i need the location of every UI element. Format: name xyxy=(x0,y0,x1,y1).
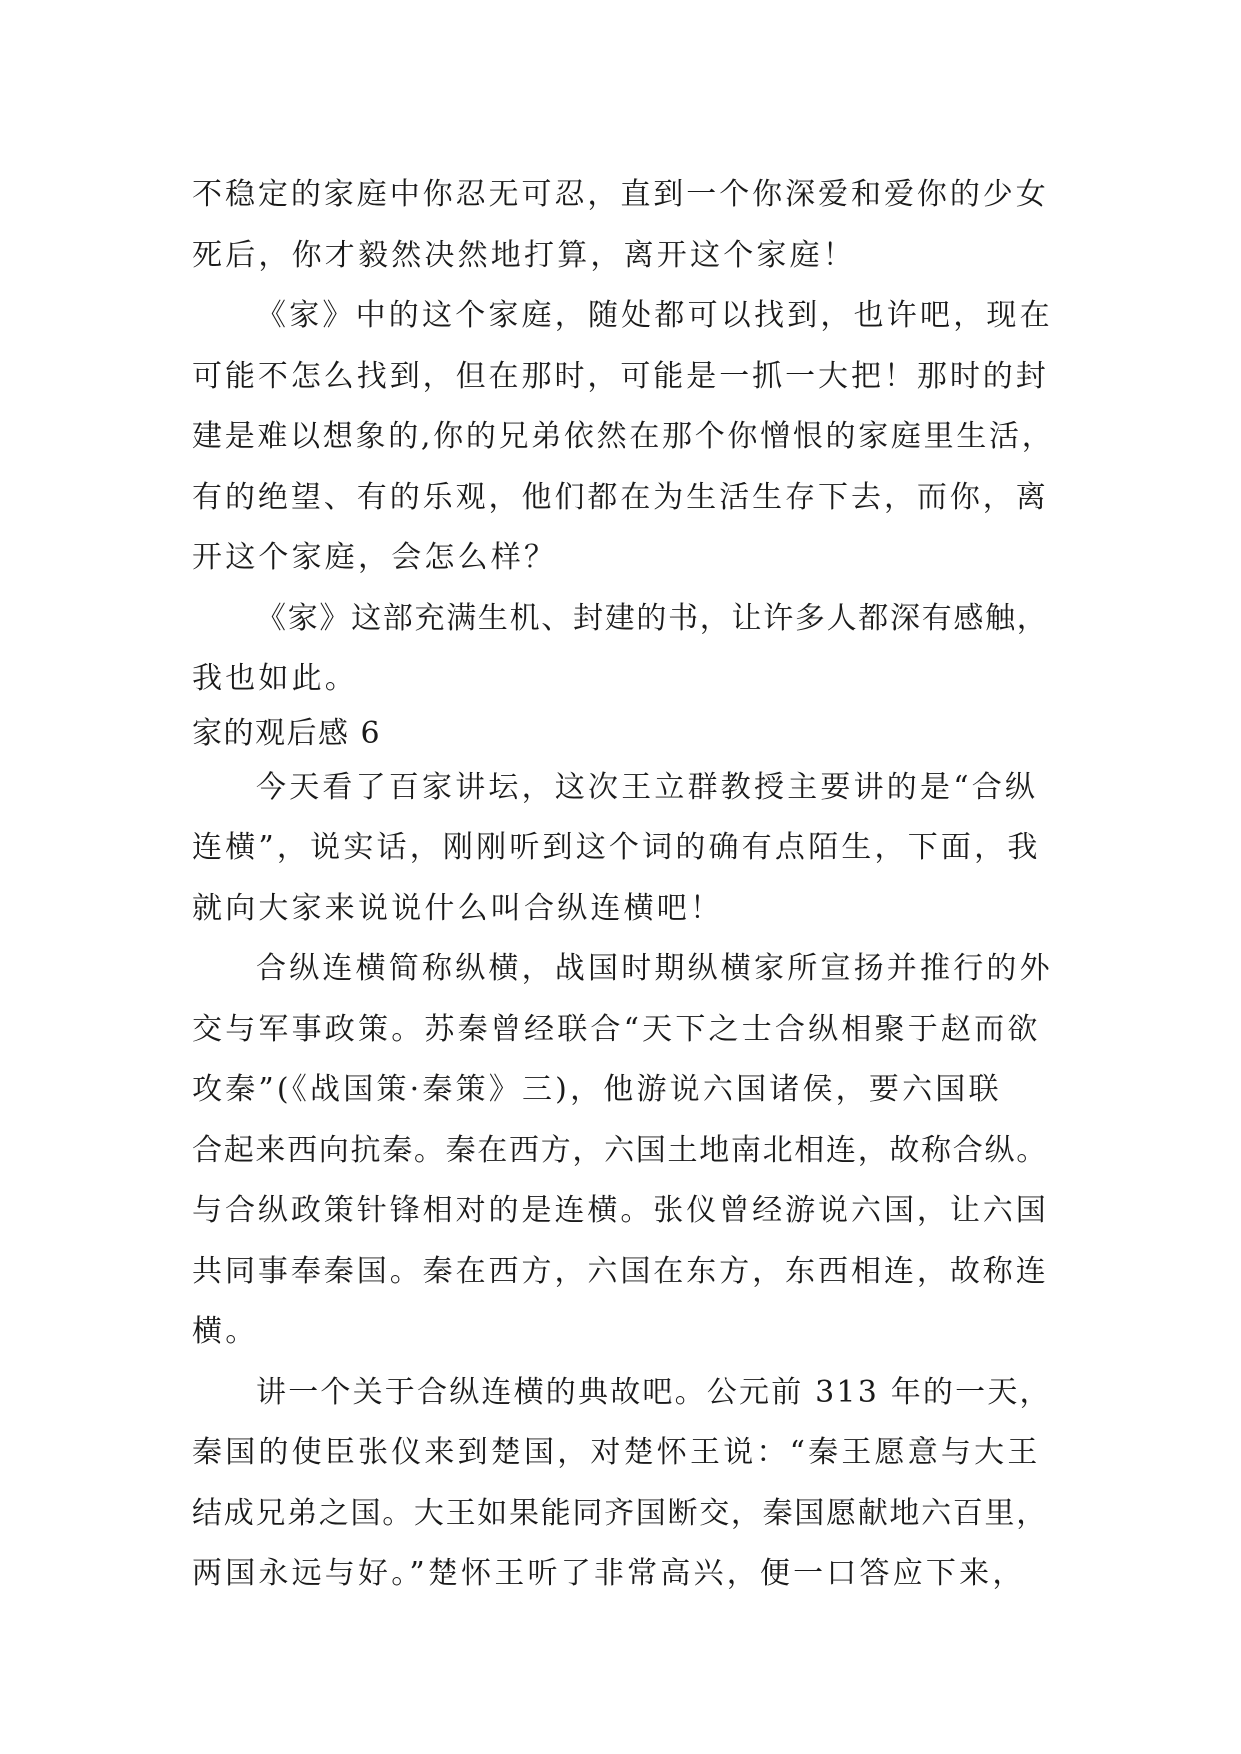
text-line: 结成兄弟之国。大王如果能同齐国断交，秦国愿献地六百里， xyxy=(192,1495,1048,1531)
text-line: 建是难以想象的,你的兄弟依然在那个你憎恨的家庭里生活， xyxy=(192,419,1055,454)
paragraph-start-line: 《家》中的这个家庭，随处都可以找到，也许吧，现在 xyxy=(256,298,1053,333)
text-line: 就向大家来说说什么叫合纵连横吧！ xyxy=(192,890,724,926)
text-line: 横。 xyxy=(192,1314,259,1349)
paragraph-start-line: 《家》这部充满生机、封建的书，让许多人都深有感触， xyxy=(256,600,1049,636)
text-line: 我也如此。 xyxy=(192,661,358,696)
text-line: 攻秦”(《战国策·秦策》三)，他游说六国诸侯，要六国联 xyxy=(192,1072,1002,1107)
text-line: 开这个家庭，会怎么样？ xyxy=(192,540,558,575)
text-line: 合起来西向抗秦。秦在西方，六国土地南北相连，故称合纵。 xyxy=(192,1132,1048,1168)
text-line: 可能不怎么找到，但在那时，可能是一抓一大把！那时的封 xyxy=(192,358,1049,394)
document-body xyxy=(192,165,1054,1605)
section-heading: 家的观后感 6 xyxy=(192,715,382,751)
text-line: 死后，你才毅然决然地打算，离开这个家庭！ xyxy=(192,237,856,273)
paragraph-start-line: 讲一个关于合纵连横的典故吧。公元前 313 年的一天， xyxy=(256,1374,1052,1410)
paragraph-start-line: 合纵连横简称纵横，战国时期纵横家所宣扬并推行的外 xyxy=(256,951,1053,986)
text-line: 两国永远与好。”楚怀王听了非常高兴，便一口答应下来， xyxy=(192,1556,1026,1591)
text-line: 连横”，说实话，刚刚听到这个词的确有点陌生，下面，我 xyxy=(192,830,1041,865)
text-line: 与合纵政策针锋相对的是连横。张仪曾经游说六国，让六国 xyxy=(192,1193,1049,1228)
text-line: 不稳定的家庭中你忍无可忍，直到一个你深爱和爱你的少女 xyxy=(192,177,1049,212)
paragraph-start-line: 今天看了百家讲坛，这次王立群教授主要讲的是“合纵 xyxy=(256,769,1039,805)
text-line: 交与军事政策。苏秦曾经联合“天下之士合纵相聚于赵而欲 xyxy=(192,1011,1041,1047)
text-line: 共同事奉秦国。秦在西方，六国在东方，东西相连，故称连 xyxy=(192,1253,1049,1289)
text-line: 有的绝望、有的乐观，他们都在为生活生存下去，而你，离 xyxy=(192,479,1049,515)
text-line: 秦国的使臣张仪来到楚国，对楚怀王说：“秦王愿意与大王 xyxy=(192,1435,1041,1470)
